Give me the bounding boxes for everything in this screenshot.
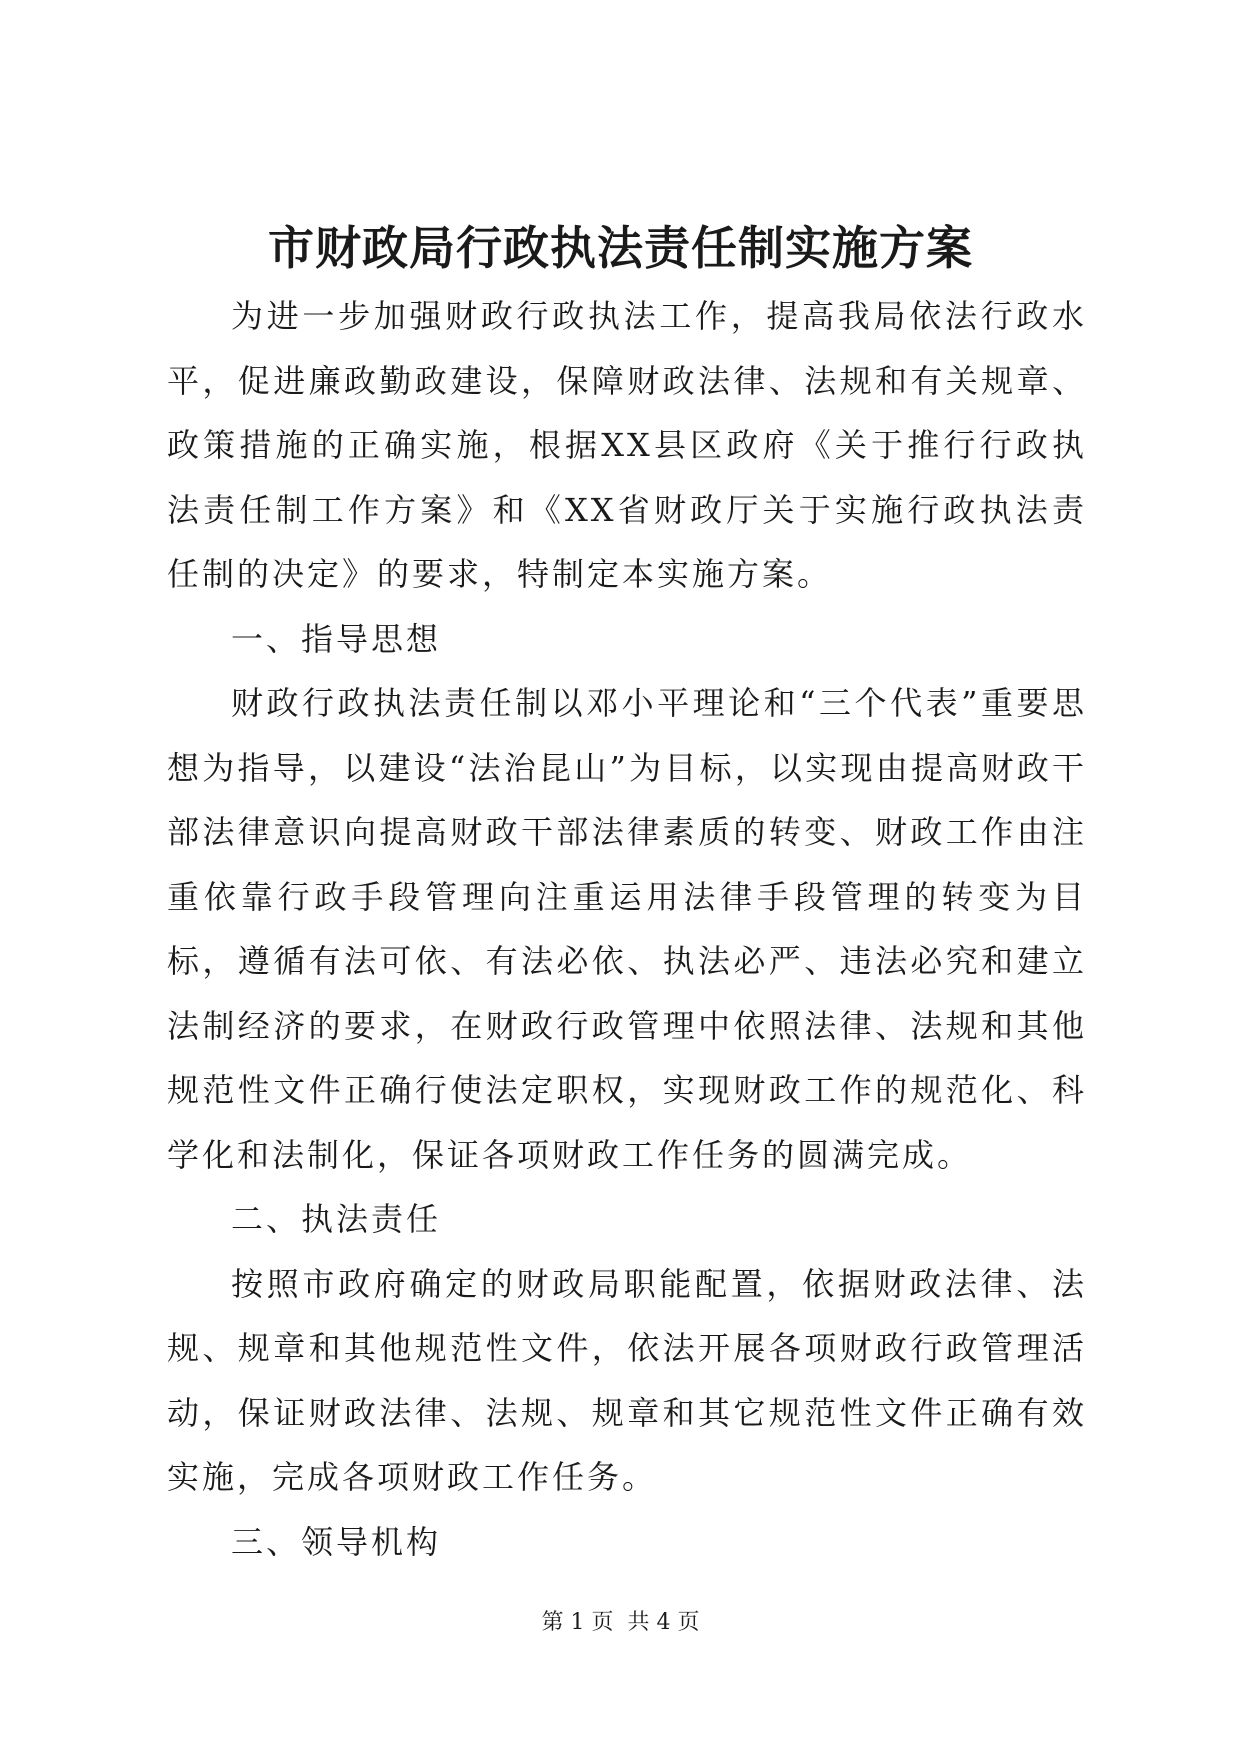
guiding-ideology-paragraph: 财政行政执法责任制以邓小平理论和“三个代表”重要思想为指导，以建设“法治昆山”为目标，以实现由提高财政干部法律意识向提高财政干部法律素质的转变、财政工作由注重依靠行政手段管理向注重运用法律手段管理的转变为目标，遵循有法可依、有法必依、执法必严、违法必究和建立法制经济的要求，在财政行政管理中依照法律、法规和其他规范性文件正确行使法定职权，实现财政工作的规范化、科学化和法制化，保证各项财政工作任务的圆满完成。 [167,684,1087,1174]
intro-paragraph: 为进一步加强财政行政执法工作，提高我局依法行政水平，促进廉政勤政建设，保障财政法律、法规和有关规章、政策措施的正确实施，根据XX县区政府《关于推行行政执法责任制工作方案》和《XX省财政厅关于实施行政执法责任制的决定》的要求，特制定本实施方案。 [167,297,1087,593]
document-body [167,284,1087,1574]
page-total: 共 4 页 [627,1610,700,1635]
section-heading-enforcement-responsibility: 二、执法责任 [231,1200,442,1238]
page-number: 第 1 页 [541,1610,614,1635]
section-heading-leadership: 三、领导机构 [231,1522,442,1561]
section-heading-guiding-ideology: 一、指导思想 [231,619,442,658]
page-footer [0,1608,1241,1638]
document-title: 市财政局行政执法责任制实施方案 [268,221,973,275]
enforcement-responsibility-paragraph: 按照市政府确定的财政局职能配置，依据财政法律、法规、规章和其他规范性文件，依法开展各项财政行政管理活动，保证财政法律、法规、规章和其它规范性文件正确有效实施，完成各项财政工作任务。 [167,1264,1087,1496]
